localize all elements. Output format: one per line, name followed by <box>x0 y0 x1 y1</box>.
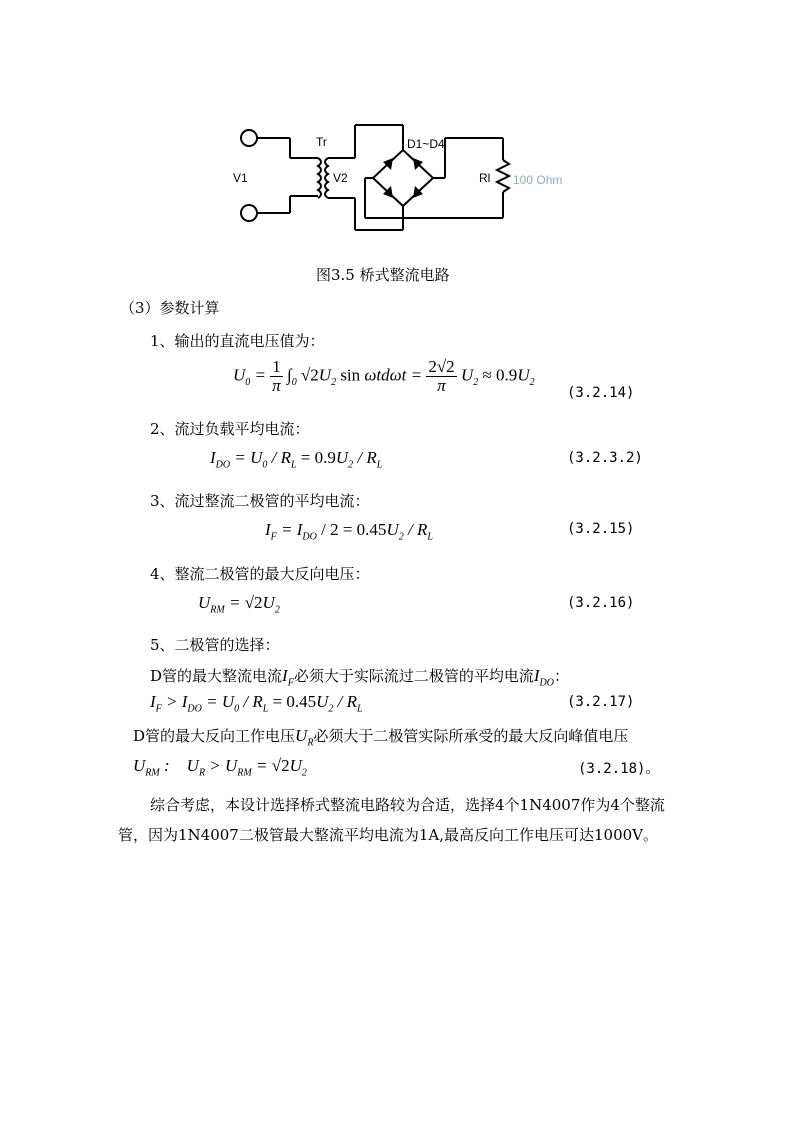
label-tr: Tr <box>316 135 327 149</box>
conclusion-line-1: 综合考虑，本设计选择桥式整流电路较为合适，选择4个1N4007作为4个整流 <box>150 796 665 814</box>
eq-number-3: (3.2.15) <box>567 521 635 537</box>
label-rl: Rl <box>479 171 491 185</box>
figure-caption: 图3.5 桥式整流电路 <box>316 266 450 284</box>
diode-sel-line-1b: 必须大于实际流过二极管的平均电流 <box>293 667 534 685</box>
label-v2: V2 <box>333 171 348 185</box>
diode-icon <box>383 158 423 198</box>
equation-2: $I_{DO} = U_0 / R_L = 0.9U_2 / R_L$ <box>210 448 383 471</box>
label-diodes: D1~D4 <box>407 137 445 151</box>
diode-sel-line-1: D管的最大整流电流$I_F$必须大于实际流过二极管的平均电流$I_{DO}$： <box>150 666 569 689</box>
circuit-diagram <box>215 118 595 238</box>
item-5-title: 5、二极管的选择： <box>150 636 280 654</box>
equation-18: $U_{RM}$ : $U_R > U_{RM} = √2U_2$ <box>133 756 307 779</box>
equation-1: $U_0$ = $\frac{1}{\pi}$ $\int_0$ $√2U_2$ sin ωtdωt = $\frac{2√2}{\pi}$ $U_2 \approx 0.9U_2$ <box>233 357 535 395</box>
equation-3: $I_F = I_{DO} / 2 = 0.45U_2 / R_L$ <box>265 520 433 543</box>
item-3-title: 3、流过整流二极管的平均电流： <box>150 492 370 510</box>
eq-number-18: (3.2.18)。 <box>578 761 660 777</box>
eq-number-17: (3.2.17) <box>567 694 635 710</box>
equation-17: $I_F > I_{DO} = U_0 / R_L = 0.45U_2 / R_L$ <box>150 692 363 715</box>
label-load-value: 100 Ohm <box>513 173 563 187</box>
eq-number-4: (3.2.16) <box>567 595 635 611</box>
item-1-title: 1、输出的直流电压值为： <box>150 332 325 350</box>
diode-sel-line-1a: D管的最大整流电流 <box>150 667 283 685</box>
section-title: （3）参数计算 <box>120 299 220 317</box>
diode-sel-line-2a: D管的最大反向工作电压 <box>133 727 296 745</box>
diode-sel-line-2b: 必须大于二极管实际所承受的最大反向峰值电压 <box>313 727 629 745</box>
equation-4: $U_{RM} = √2U_2$ <box>198 593 280 616</box>
item-2-title: 2、流过负载平均电流： <box>150 420 310 438</box>
conclusion-line-2: 管，因为1N4007二极管最大整流平均电流为1A,最高反向工作电压可达1000V。 <box>118 826 658 844</box>
terminal-bottom-icon <box>241 205 257 221</box>
terminal-top-icon <box>241 130 257 146</box>
label-v1: V1 <box>233 171 248 185</box>
diode-sel-line-2: D管的最大反向工作电压$U_R$必须大于二极管实际所承受的最大反向峰值电压 <box>133 726 629 749</box>
bridge-rectifier-figure <box>215 118 595 238</box>
eq-number-1: (3.2.14) <box>567 385 635 401</box>
item-4-title: 4、整流二极管的最大反向电压： <box>150 565 370 583</box>
eq-number-2: (3.2.3.2) <box>567 450 643 466</box>
